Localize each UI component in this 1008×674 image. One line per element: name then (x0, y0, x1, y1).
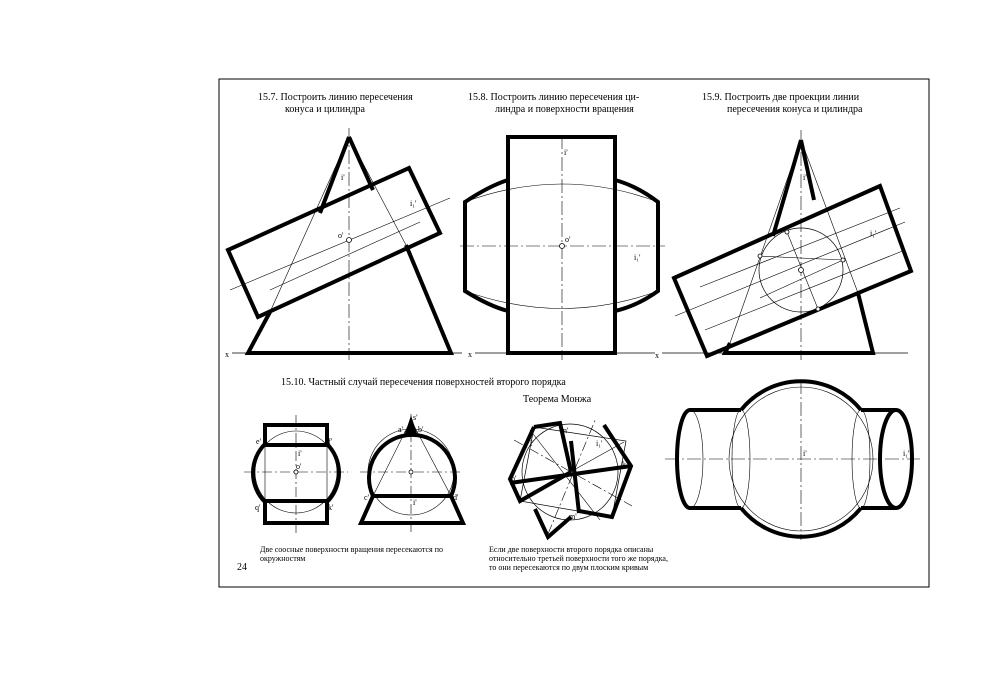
figure-15-9 (662, 130, 911, 360)
label-i1-15-9: i₁' (870, 229, 877, 238)
point-15-9-a (799, 268, 804, 273)
sphere-diag2-15-9 (760, 260, 843, 298)
label-monge-i1: i₁' (596, 439, 603, 448)
cone-gen-left-15-10b (373, 420, 411, 496)
center-15-10b (409, 470, 413, 474)
label-i-15-9: i' (803, 173, 807, 182)
label-b: b' (418, 425, 424, 434)
cone-outline-15-7 (248, 245, 451, 353)
label-a: a' (398, 425, 403, 434)
monge-thick-vertical (571, 441, 579, 513)
label-i-15-10a: i' (298, 449, 302, 458)
center-point-15-8 (560, 244, 565, 249)
label-i-15-10d: i' (803, 449, 807, 458)
label-q: q' (255, 503, 261, 512)
label-i-15-10b: i' (413, 498, 417, 507)
label-i-15-8: i' (564, 148, 568, 157)
caption-15-8-line2: линдра и поверхности вращения (495, 104, 634, 115)
note-coaxial-line1: Две соосные поверхности вращения пересекаются по (260, 545, 443, 554)
caption-15-10: 15.10. Частный случай пересечения поверхностей второго порядка (281, 377, 566, 388)
caption-15-7-line2: конуса и цилиндра (285, 104, 365, 115)
label-f: f' (328, 437, 333, 446)
label-e: e' (256, 437, 261, 446)
cylinder-line-15-7 (270, 222, 420, 290)
cone-outline-15-9 (725, 293, 873, 353)
cone-frustum-15-10b (361, 496, 463, 523)
figure-15-8 (460, 135, 665, 360)
monge-thick-bottom (535, 509, 571, 537)
point-15-9-b (785, 230, 789, 234)
label-o-15-10a: o' (296, 462, 302, 471)
cone-right-generatrix-15-7 (349, 137, 373, 190)
label-monge-m: m' (569, 512, 577, 521)
point-15-9-d (816, 307, 820, 311)
note-monge-line2: относительно третьей поверхности того же порядка, (489, 554, 668, 563)
cone-inner-left-15-9 (730, 140, 801, 343)
caption-15-9-line2: пересечения конуса и цилиндра (727, 104, 863, 115)
label-o-15-8: o' (565, 235, 571, 244)
sphere-outline-15-10b (369, 435, 455, 496)
sphere-chord-15-9 (759, 256, 843, 260)
point-15-9-c (841, 258, 845, 262)
label-i1-15-10d: i₁' (903, 449, 910, 458)
figure-15-7 (228, 128, 462, 360)
label-i-15-7: i' (341, 173, 345, 182)
label-monge-k: k (622, 460, 626, 469)
label-s: s' (413, 413, 418, 422)
caption-15-8-line1: 15.8. Построить линию пересечения ци- (468, 92, 640, 103)
label-i1-15-7: i₁' (410, 199, 417, 208)
note-coaxial-line2: окружностям (260, 554, 306, 563)
label-d: d' (453, 493, 459, 502)
caption-15-7-line1: 15.7. Построить линию пересечения (258, 92, 413, 103)
point-15-9-e (758, 254, 762, 258)
note-monge-line1: Если две поверхности второго порядка описаны (489, 545, 654, 554)
cone-gen-right-15-10b (411, 420, 451, 496)
label-k-15-10a: k' (328, 503, 334, 512)
label-x-15-7: x (225, 350, 229, 359)
label-i1-15-8: i₁' (634, 253, 641, 262)
label-c: c' (364, 493, 369, 502)
center-point-15-7 (347, 238, 352, 243)
label-x-15-8: x (468, 350, 472, 359)
label-x-15-9: x (655, 351, 659, 360)
label-monge-n: n' (563, 426, 569, 435)
cylinder-outline-15-9 (674, 186, 911, 356)
page-number: 24 (237, 562, 247, 573)
figure-15-10-cylinder-sphere (244, 415, 348, 533)
figure-15-10-cone-sphere (360, 414, 463, 533)
caption-15-9-line1: 15.9. Построить две проекции линии (702, 92, 860, 103)
note-monge-line3: то они пересекаются по двум плоским кривым (489, 563, 649, 572)
caption-monge-title: Теорема Монжа (523, 394, 592, 405)
cylinder-line-lower-15-9 (705, 250, 905, 330)
figure-15-10-cylinder-through-sphere (665, 380, 920, 540)
label-monge-p: p' (511, 474, 517, 483)
cylinder-outline-15-7 (228, 168, 440, 317)
label-o-15-7: o' (338, 231, 344, 240)
label-monge-l: l' (530, 439, 534, 448)
